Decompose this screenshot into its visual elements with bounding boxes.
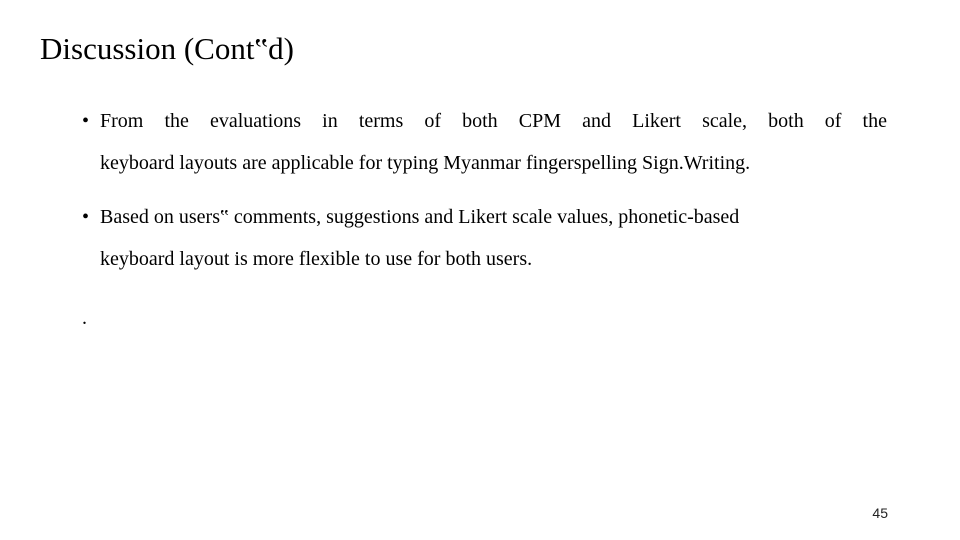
slide-title: Discussion (Cont‟d) — [40, 31, 295, 66]
bullet-item — [82, 100, 887, 184]
page-number: 45 — [872, 505, 888, 521]
stray-period: . — [82, 307, 87, 329]
bullet-marker: • — [82, 110, 90, 132]
bullet-line: Based on users‟ comments, suggestions and Likert scale values, phonetic-based — [100, 206, 740, 228]
bullet-line: keyboard layout is more flexible to use for both users. — [100, 248, 533, 270]
bullet-line: keyboard layouts are applicable for typing Myanmar fingerspelling Sign.Writing. — [100, 152, 751, 174]
bullet-item — [82, 196, 887, 280]
bullet-marker: • — [82, 206, 90, 228]
bullet-line: From the evaluations in terms of both CPM and Likert scale, both of the — [100, 110, 887, 132]
bullet-list — [82, 100, 887, 280]
